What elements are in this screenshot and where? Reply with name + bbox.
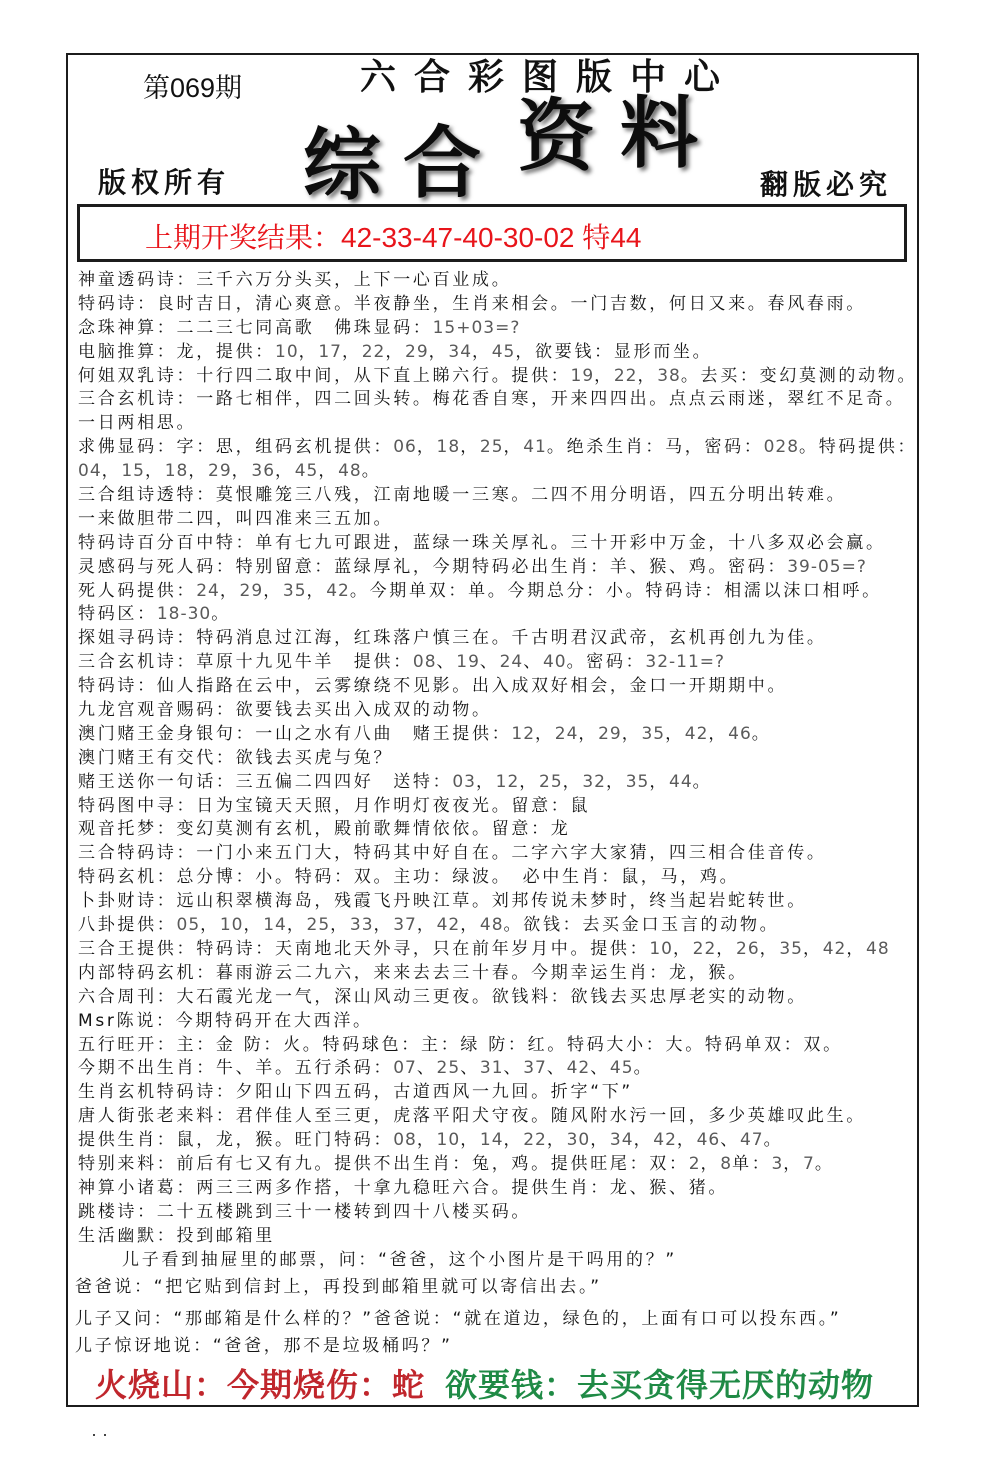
text-line: 三合组诗透特：莫恨雕笼三八残，江南地暖一三寒。二四不用分明语，四五分明出转难。 xyxy=(78,485,847,506)
text-line: 卜卦财诗：远山积翠横海岛，残霞飞丹映江草。刘邦传说未梦时，终当起岩蛇转世。 xyxy=(78,891,807,912)
text-line: 电脑推算：龙，提供：10，17，22，29，34，45，欲要钱：显形而坐。 xyxy=(78,341,713,362)
issue-number: 第069期 xyxy=(143,73,243,103)
result-special-number: 44 xyxy=(610,222,642,253)
result-label: 上期开奖结果： xyxy=(145,222,342,253)
scan-dot xyxy=(104,1434,106,1436)
text-line: 特码玄机：总分博：小。特码：双。主功：绿波。 必中生肖：鼠，马，鸡。 xyxy=(78,867,740,888)
text-line: 特码诗：良时吉日，清心爽意。半夜静坐，生肖来相会。一门吉数，何日又来。春风春雨。 xyxy=(78,293,866,314)
result-numbers: 42-33-47-40-30-02 xyxy=(341,222,575,253)
body-content xyxy=(78,268,917,1248)
text-line: 内部特码玄机：暮雨游云二九六，来来去去三十春。今期幸运生肖：龙，猴。 xyxy=(78,962,748,983)
main-title-char: 综 xyxy=(303,120,382,211)
footer-hint-green: 欲要钱：去买贪得无厌的动物 xyxy=(445,1367,875,1403)
main-title-char: 资 xyxy=(517,91,596,182)
text-line: 澳门赌王有交代：欲钱去买虎与兔？ xyxy=(78,747,394,768)
text-line: 提供生肖：鼠，龙，猴。旺门特码：08，10，14，22，30，34，42，46、47。 xyxy=(78,1130,784,1151)
center-title: 六合彩图版中心 xyxy=(360,56,739,98)
text-line: 六合周刊：大石霞光龙一气，深山风动三更夜。欲钱料：欲钱去买忠厚老实的动物。 xyxy=(78,986,807,1007)
text-line: 特别来料：前后有七又有九。提供不出生肖：兔，鸡。提供旺尾：双：2，8单：3，7。 xyxy=(78,1153,835,1174)
text-line: 跳楼诗：二十五楼跳到三十一楼转到四十八楼买码。 xyxy=(78,1201,532,1222)
text-line: 神算小诸葛：两三三两多作搭，十拿九稳旺六合。提供生肖：龙、猴、猪。 xyxy=(78,1177,729,1198)
text-line: 特码诗百分百中特：单有七九可跟进，蓝绿一珠关厚礼。三十开彩中万金，十八多双必会赢。 xyxy=(78,532,886,553)
text-line: 赌王送你一句话：三五偏二四四好 送特：03，12，25，32，35，44。 xyxy=(78,771,713,792)
text-line: 生肖玄机特码诗：夕阳山下四五码，古道西风一九回。折字“下” xyxy=(78,1082,633,1103)
main-title-char: 合 xyxy=(403,118,482,209)
copyright-right: 翻版必究 xyxy=(760,168,893,201)
text-line: 死人码提供：24，29，35，42。今期单双：单。今期总分：小。特码诗：相濡以沫口相呼。 xyxy=(78,580,882,601)
text-line: 五行旺开：主：金 防：火。特码球色：主：绿 防：红。特码大小：大。特码单双：双。 xyxy=(78,1034,843,1055)
text-line: 今期不出生肖：牛、羊。五行杀码：07、25、31、37、42、45。 xyxy=(78,1058,654,1079)
text-line: 一来做胆带二四，叫四准来三五加。 xyxy=(78,508,394,529)
text-line: 一日两相思。 xyxy=(78,413,197,434)
text-line: 三合玄机诗：一路七相伴，四二回头转。梅花香自寒，开来四四出。点点云雨迷，翠红不足奇。 xyxy=(78,389,906,410)
text-line: 唐人街张老来料：君伴佳人至三更，虎落平阳犬守夜。随风附水污一回，多少英雄叹此生。 xyxy=(78,1106,866,1127)
text-line: 特码图中寻：日为宝镜天天照，月作明灯夜夜光。留意：鼠 xyxy=(78,795,591,816)
result-special-label: 特 xyxy=(582,222,611,253)
text-line: 神童透码诗：三千六万分头买，上下一心百业成。 xyxy=(78,270,512,290)
text-line: 特码诗：仙人指路在云中，云雾缭绕不见影。出入成双好相会，金口一开期期中。 xyxy=(78,676,788,697)
text-line: 三合特码诗：一门小来五门大，特码其中好自在。二字六字大家猜，四三相合佳音传。 xyxy=(78,843,827,864)
text-line: 澳门赌王金身银句：一山之水有八曲 赌王提供：12，24，29，35，42，46。 xyxy=(78,723,772,744)
joke-line: 儿子看到抽屉里的邮票，问：“爸爸，这个小图片是干吗用的？” xyxy=(122,1250,677,1270)
text-line: 三合王提供：特码诗：天南地北天外寻，只在前年岁月中。提供：10，22，26，35，42，48 xyxy=(78,938,890,959)
joke-line: 儿子又问：“那邮箱是什么样的？”爸爸说：“就在道边，绿色的，上面有口可以投东西。” xyxy=(75,1309,842,1329)
text-line: 生活幽默：投到邮箱里 xyxy=(78,1225,275,1246)
text-line: 探姐寻码诗：特码消息过江海，红珠落户慎三在。千古明君汉武帝，玄机再创九为佳。 xyxy=(78,628,827,649)
joke-line: 爸爸说：“把它贴到信封上，再投到邮箱里就可以寄信出去。” xyxy=(75,1277,602,1297)
text-line: 04，15，18，29，36，45，48。 xyxy=(78,461,382,482)
joke-line: 儿子惊讶地说：“爸爸，那不是垃圾桶吗？” xyxy=(75,1336,453,1356)
text-line: 特码区：18-30。 xyxy=(78,604,231,625)
text-line: 灵感码与死人码：特别留意：蓝绿厚礼，今期特码必出生肖：羊、猴、鸡。密码：39-05=? xyxy=(78,556,867,577)
copyright-left: 版权所有 xyxy=(98,166,231,199)
text-line: 观音托梦：变幻莫测有玄机，殿前歌舞情依依。留意：龙 xyxy=(78,819,571,840)
text-line: 何姐双乳诗：十行四二取中间，从下直上睇六行。提供：19，22，38。去买：变幻莫测的动物。 xyxy=(78,365,918,386)
text-line: 九龙宫观音赐码：欲要钱去买出入成双的动物。 xyxy=(78,700,492,721)
text-line: 八卦提供：05，10，14，25，33，37，42，48。欲钱：去买金口玉言的动物。 xyxy=(78,915,780,936)
text-line: 求佛显码：字：思，组码玄机提供：06，18，25，41。绝杀生肖：马，密码：028。特码提供： xyxy=(78,437,918,458)
text-line: 念珠神算：二二三七同高歌 佛珠显码：15+03=? xyxy=(78,317,521,338)
main-title-char: 料 xyxy=(620,88,699,179)
previous-result xyxy=(145,221,641,255)
footer-hint-red: 火烧山：今期烧伤：蛇 xyxy=(95,1367,426,1403)
scan-dot xyxy=(93,1434,95,1436)
text-line: Msr陈说：今期特码开在大西洋。 xyxy=(78,1010,373,1031)
text-line: 三合玄机诗：草原十九见牛羊 提供：08、19、24、40。密码：32-11=? xyxy=(78,652,726,673)
